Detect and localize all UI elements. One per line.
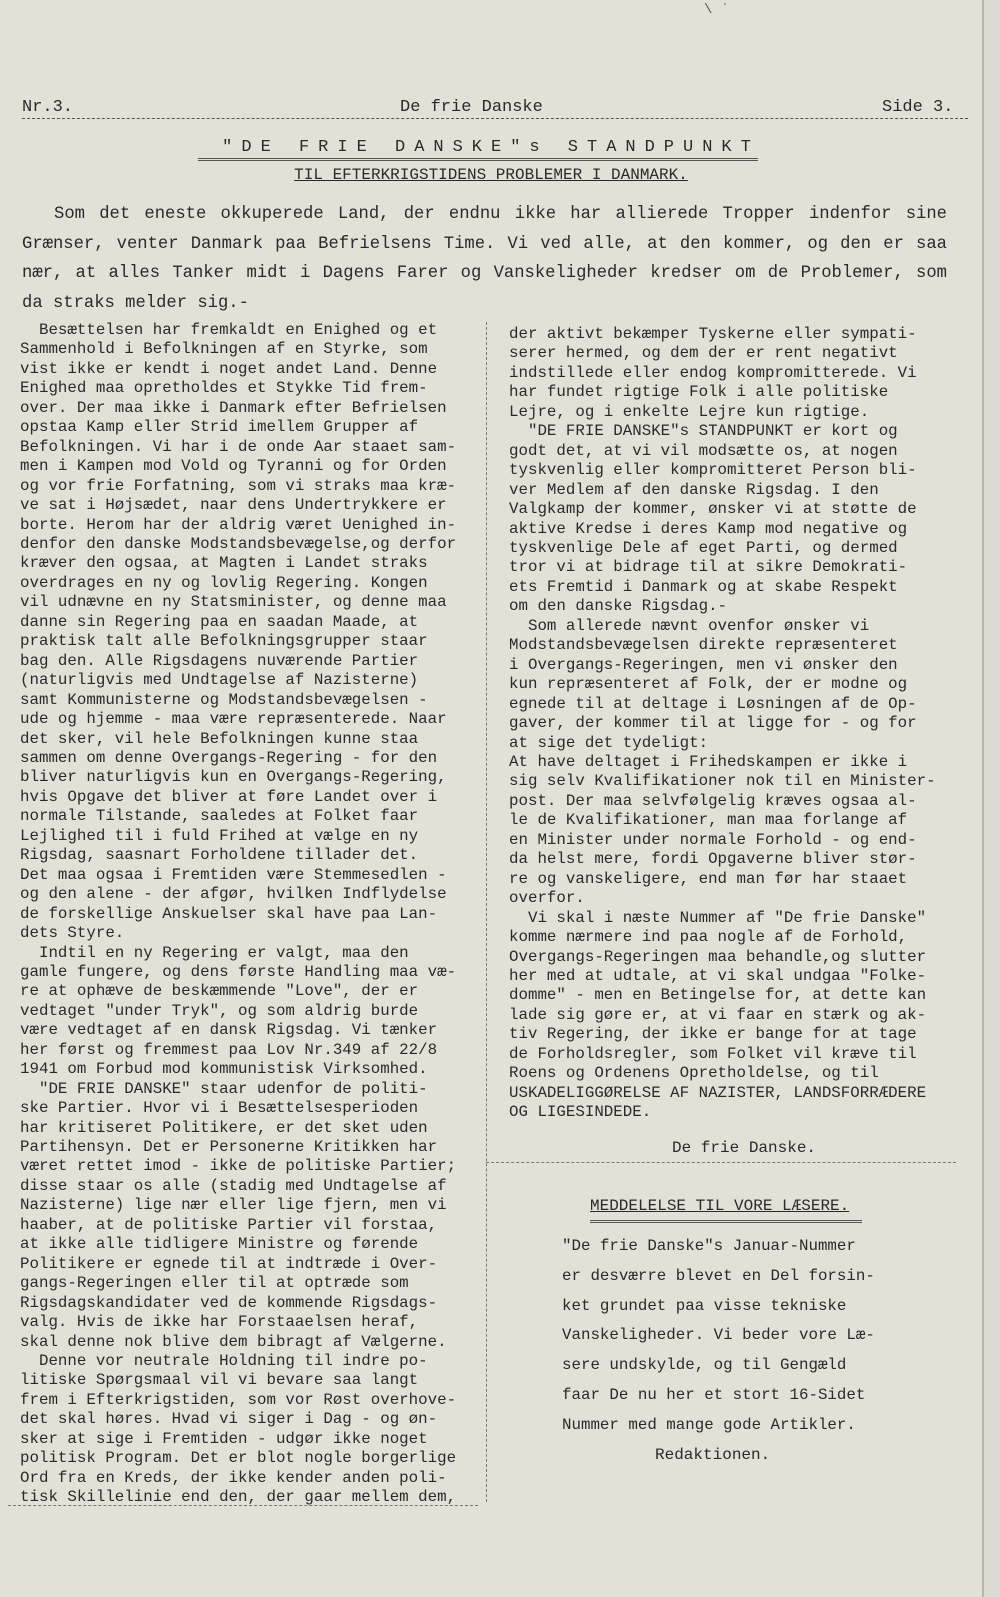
left-column-line: danne sin Regering paa en saadan Maade, at (20, 612, 419, 631)
right-column (509, 325, 936, 1123)
left-column-line: vil udnævne en ny Statsminister, og denne maa (20, 593, 447, 612)
left-column-line: gamle fungere, og dens første Handling maa væ- (20, 962, 457, 981)
left-column-line: Besættelsen har fremkaldt en Enighed og et (20, 321, 438, 339)
left-column-line: "DE FRIE DANSKE" staar udenfor de politi- (20, 1079, 428, 1098)
left-column-line: denfor den danske Modstandsbevægelse,og derfor (20, 534, 457, 553)
right-column-line: domme" - men en Betingelse for, at dette kan (509, 986, 927, 1005)
scan-mark: \ ˈ (704, 2, 730, 18)
left-column-line: har kritiseret Politikere, er det sket uden (20, 1118, 428, 1137)
left-column-line: Sammenhold i Befolkningen af en Styrke, som (20, 340, 428, 359)
left-column-line: og vor frie Forfatning, som vi straks maa kræ- (20, 476, 457, 495)
notice-line: ket grundet paa visse tekniske (562, 1296, 847, 1315)
right-column-line: le de Kvalifikationer, man maa forlange af (509, 811, 908, 830)
left-column-line: gangs-Regeringen eller til at optræde som (20, 1274, 409, 1293)
left-column-line: politisk Program. Det er blot nogle borgerlige (20, 1449, 457, 1468)
left-column-line: borte. Herom har der aldrig været Uenighed in- (20, 515, 457, 534)
left-column-line: ve sat i Højsædet, naar dens Undertrykkere er (20, 496, 447, 515)
left-column-line: det sker, vil hele Befolkningen kunne staa (20, 729, 419, 748)
right-column-line: da helst mere, fordi Opgaverne bliver stør- (509, 850, 917, 869)
left-column-line: Befolkningen. Vi har i de onde Aar staaet sam- (20, 437, 457, 456)
right-column-line: "DE FRIE DANSKE"s STANDPUNKT er kort og (509, 422, 898, 441)
right-column-line: tiv Regering, der ikke er bange for at tage (509, 1025, 917, 1044)
right-column-line: overfor. (509, 889, 585, 908)
article-signature: De frie Danske. (672, 1139, 817, 1157)
right-column-line: Som allerede nævnt ovenfor ønsker vi (509, 616, 870, 635)
left-column-line: haaber, at de politiske Partier vil forstaa, (20, 1215, 438, 1234)
notice-title-underline (590, 1220, 862, 1223)
left-column-line: at ikke alle tidligere Ministre og førende (20, 1235, 419, 1254)
notice-body (562, 1232, 875, 1441)
left-column-line: de forskellige Anskuelser skal have paa Lan- (20, 904, 438, 923)
issue-number: Nr.3. (22, 98, 74, 117)
right-column-line: Valgkamp der kommer, ønsker vi at støtte de (509, 500, 917, 519)
right-column-line: der aktivt bekæmper Tyskerne eller sympati- (509, 325, 917, 343)
right-column-line: har fundet rigtige Folk i alle politiske (509, 383, 889, 402)
left-column-line: Lejlighed til i fuld Frihed at vælge en ny (20, 826, 419, 845)
left-column-line: vist ikke er kendt i noget andet Land. Denne (20, 359, 438, 378)
left-column-line: 1941 om Forbud mod kommunistisk Virksomhed. (20, 1060, 428, 1079)
left-column-line: Rigsdag, saasnart Forholdene tillader det. (20, 846, 419, 865)
right-column-line: tror vi at bidrage til at sikre Demokrati- (509, 558, 908, 577)
notice-line: sere undskylde, og til Gengæld (562, 1356, 847, 1375)
right-column-line: indstillede eller endog kompromitterede. Vi (509, 363, 917, 382)
left-column-line: Rigsdagskandidater ved de kommende Rigsdags- (20, 1293, 438, 1312)
left-column-line: Politikere er egnede til at indtræde i Over- (20, 1254, 438, 1273)
left-column-line: Ord fra en Kreds, der ikke kender anden poli- (20, 1468, 447, 1487)
right-column-line: tyskvenlig eller kompromitteret Person bli- (509, 461, 917, 480)
left-column-line: (naturligvis med Undtagelse af Nazisterne) (20, 671, 419, 690)
right-column-line: sig selv Kvalifikationer nok til en Minister- (509, 772, 936, 791)
right-column-line: USKADELIGGØRELSE AF NAZISTER, LANDSFORRÆDERE (509, 1083, 927, 1102)
article-subtitle: TIL EFTERKRIGSTIDENS PROBLEMER I DANMARK. (294, 166, 688, 184)
right-column-line: ver Medlem af den danske Rigsdag. I den (509, 480, 879, 499)
left-column-line: sker at sige i Fremtiden - udgør ikke noget (20, 1429, 428, 1448)
title-underline (198, 158, 758, 161)
right-column-line: egnede til at deltage i Løsningen af de Op- (509, 694, 917, 713)
left-column-line: normale Tilstande, saaledes at Folket faar (20, 807, 419, 826)
left-column-line: kræver den ogsaa, at Magten i Landet straks (20, 554, 428, 573)
right-column-line: komme nærmere ind paa nogle af de Forhold, (509, 928, 908, 947)
right-column-line: her med at udtale, at vi skal undgaa "Folke- (509, 966, 927, 985)
left-column-line: disse staar os alle (stadig med Undtagelse af (20, 1176, 447, 1195)
left-column-line: ude og hjemme - maa være repræsenterede. Naar (20, 710, 447, 729)
header-rule (22, 118, 968, 119)
right-column-line: At have deltaget i Frihedskampen er ikke i (509, 752, 908, 771)
right-column-line: tyskvenlige Dele af eget Parti, og dermed (509, 538, 898, 557)
notice-line: "De frie Danske"s Januar-Nummer (562, 1237, 856, 1255)
right-column-line: post. Der maa selvfølgelig kræves ogsaa al- (509, 791, 917, 810)
notice-line: faar De nu her et stort 16-Sidet (562, 1385, 866, 1404)
left-column-line: litiske Spørgsmaal vil vi bevare saa langt (20, 1371, 419, 1390)
left-column-line: Det maa ogsaa i Fremtiden være Stemmesedlen - (20, 865, 447, 884)
notice-signature: Redaktionen. (655, 1446, 771, 1464)
article-title: "DE FRIE DANSKE"s STANDPUNKT (222, 138, 760, 157)
right-column-line: Lejre, og i enkelte Lejre kun rigtige. (509, 402, 870, 421)
page-number: Side 3. (882, 98, 954, 117)
notice-line: Vanskeligheder. Vi beder vore Læ- (562, 1326, 875, 1345)
right-column-line: Modstandsbevægelsen direkte repræsenteret (509, 636, 898, 655)
left-column-line: ske Partier. Hvor vi i Besættelsesperioden (20, 1099, 419, 1118)
left-column-line: her først og fremmest paa Lov Nr.349 af 22/8 (20, 1040, 438, 1059)
intro-paragraph: Som det eneste okkuperede Land, der endnu ikke har allierede Tropper indenfor sine Grænser, venter Danmark paa Befrielsens Time. Vi ved alle, at den kommer, og den er saa nær, at alles Tanker midt i Dagens Farer og Vanskeligheder kredser om de Problemer, som da straks melder sig.- (22, 205, 947, 313)
right-column-line: Roens og Ordenens Opretholdelse, og til (509, 1064, 879, 1083)
bottom-rule (8, 1505, 478, 1506)
right-column-line: re og vanskeligere, end man før har staaet (509, 869, 908, 888)
notice-line: Nummer med mange gode Artikler. (562, 1415, 856, 1434)
right-column-line: en Minister under normale Forhold - og end- (509, 830, 917, 849)
right-column-line: om den danske Rigsdag.- (509, 597, 728, 616)
right-column-line: serer hermed, og dem der er rent negativt (509, 344, 898, 363)
left-column-line: skal denne nok blive dem bibragt af Vælgerne. (20, 1332, 447, 1351)
right-column-line: godt det, at vi vil modsætte os, at nogen (509, 441, 898, 460)
left-column-line: Denne vor neutrale Holdning til indre po- (20, 1352, 428, 1371)
left-column-line: opstaa Kamp eller Strid imellem Grupper af (20, 418, 419, 437)
right-column-line: i Overgangs-Regeringen, men vi ønsker den (509, 655, 898, 674)
left-column-line: men i Kampen mod Vold og Tyranni og for Orden (20, 457, 447, 476)
left-column-line: Indtil en ny Regering er valgt, maa den (20, 943, 409, 962)
left-column-line: hvis Opgave det bliver at føre Landet over i (20, 787, 438, 806)
left-column-line: re at ophæve de beskæmmende "Love", der er (20, 982, 419, 1001)
right-column-line: at sige det tydeligt: (509, 733, 709, 752)
notice-title: MEDDELELSE TIL VORE LÆSERE. (590, 1197, 850, 1215)
left-column-line: dets Styre. (20, 924, 125, 943)
left-column-line: bag den. Alle Rigsdagens nuværende Partier (20, 651, 419, 670)
left-column-line: over. Der maa ikke i Danmark efter Befrielsen (20, 398, 447, 417)
left-column-line: sammen om denne Overgangs-Regering - for den (20, 748, 438, 767)
right-column-line: gaver, der kommer til at ligge for - og for (509, 714, 917, 733)
right-column-line: aktive Kredse i deres Kamp mod negative og (509, 519, 908, 538)
left-column (20, 321, 456, 1508)
right-column-line: ets Fremtid i Danmark og at skabe Respekt (509, 577, 898, 596)
left-column-line: overdrages en ny og lovlig Regering. Kongen (20, 573, 428, 592)
left-column-line: samt Kommunisterne og Modstandsbevægelsen - (20, 690, 428, 709)
left-column-line: Partihensyn. Det er Personerne Kritikken har (20, 1138, 438, 1157)
right-column-line: Overgangs-Regeringen maa behandle,og slutter (509, 947, 927, 966)
left-column-line: frem i Efterkrigstiden, som vor Røst overhove- (20, 1390, 457, 1409)
left-column-line: være vedtaget af en dansk Rigsdag. Vi tænker (20, 1021, 438, 1040)
left-column-line: Nazisterne) lige nær eller lige fjern, men vi (20, 1196, 447, 1215)
section-divider (486, 1162, 956, 1163)
left-column-line: været rettet imod - ikke de politiske Partier; (20, 1157, 457, 1176)
left-column-line: vedtaget "under Tryk", og som aldrig burde (20, 1001, 419, 1020)
left-column-line: valg. Hvis de ikke har Forstaaelsen heraf, (20, 1313, 419, 1332)
right-column-line: de Forholdsregler, som Folket vil kræve til (509, 1044, 917, 1063)
left-column-line: bliver naturligvis kun en Overgangs-Regering, (20, 768, 447, 787)
right-column-line: lade sig gøre er, at vi faar en stærk og ak- (509, 1005, 927, 1024)
left-column-line: Enighed maa opretholdes et Stykke Tid frem- (20, 379, 428, 398)
left-column-line: det skal høres. Hvad vi siger i Dag - og øn- (20, 1410, 438, 1429)
right-column-line: kun repræsenteret af Folk, der er modne og (509, 675, 908, 694)
publication-name: De frie Danske (400, 98, 543, 117)
column-divider (486, 322, 487, 1502)
right-column-line: OG LIGESINDEDE. (509, 1103, 652, 1122)
notice-line: er desværre blevet en Del forsin- (562, 1266, 875, 1285)
left-column-line: og den alene - der afgør, hvilken Indflydelse (20, 885, 447, 904)
left-column-line: praktisk talt alle Befolkningsgrupper staar (20, 632, 428, 651)
right-column-line: Vi skal i næste Nummer af "De frie Danske" (509, 908, 927, 927)
left-column-line: tisk Skillelinie end den, der gaar mellem dem, (20, 1488, 457, 1507)
